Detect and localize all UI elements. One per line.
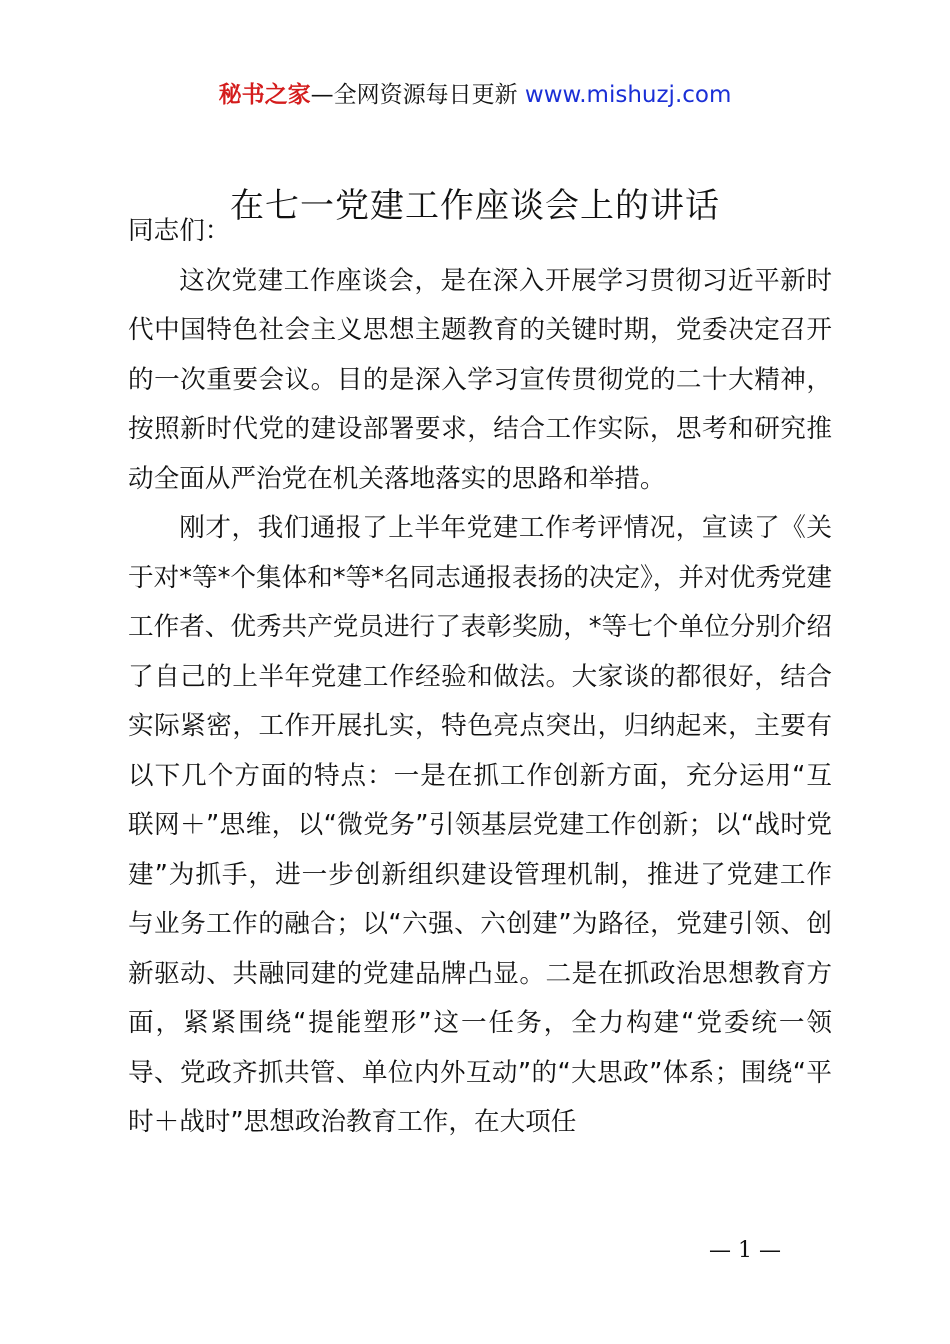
site-url-link[interactable]: www.mishuzj.com xyxy=(524,82,732,108)
banner-tagline: 全网资源每日更新 xyxy=(333,82,525,108)
greeting: 同志们： xyxy=(128,216,231,246)
site-banner xyxy=(0,78,950,112)
paragraph-1: 这次党建工作座谈会，是在深入开展学习贯彻习近平新时代中国特色社会主义思想主题教育的关键时期，党委决定召开的一次重要会议。目的是深入学习宣传贯彻党的二十大精神，按照新时代党的建设部署要求，结合工作实际，思考和研究推动全面从严治党在机关落地落实的思路和举措。 xyxy=(128,265,832,494)
document-title: 在七一党建工作座谈会上的讲话 xyxy=(230,186,720,226)
site-brand: 秘书之家 xyxy=(218,82,311,108)
page-number: — 1 — xyxy=(709,1238,781,1263)
document-body xyxy=(128,207,832,1148)
paragraph-2: 刚才，我们通报了上半年党建工作考评情况，宣读了《关于对*等*个集体和*等*名同志通报表扬的决定》，并对优秀党建工作者、优秀共产党员进行了表彰奖励，*等七个单位分别介绍了自己的上半年党建工作经验和做法。大家谈的都很好，结合实际紧密，工作开展扎实，特色亮点突出，归纳起来，主要有以下几个方面的特点：一是在抓工作创新方面，充分运用“互联网＋”思维，以“微党务”引领基层党建工作创新；以“战时党建”为抓手，进一步创新组织建设管理机制，推进了党建工作与业务工作的融合；以“六强、六创建”为路径，党建引领、创新驱动、共融同建的党建品牌凸显。二是在抓政治思想教育方面，紧紧围绕“提能塑形”这一任务，全力构建“党委统一领导、党政齐抓共管、单位内外互动”的“大思政”体系；围绕“平时＋战时”思想政治教育工作，在大项任 xyxy=(128,513,832,1137)
banner-separator: — xyxy=(310,82,334,108)
